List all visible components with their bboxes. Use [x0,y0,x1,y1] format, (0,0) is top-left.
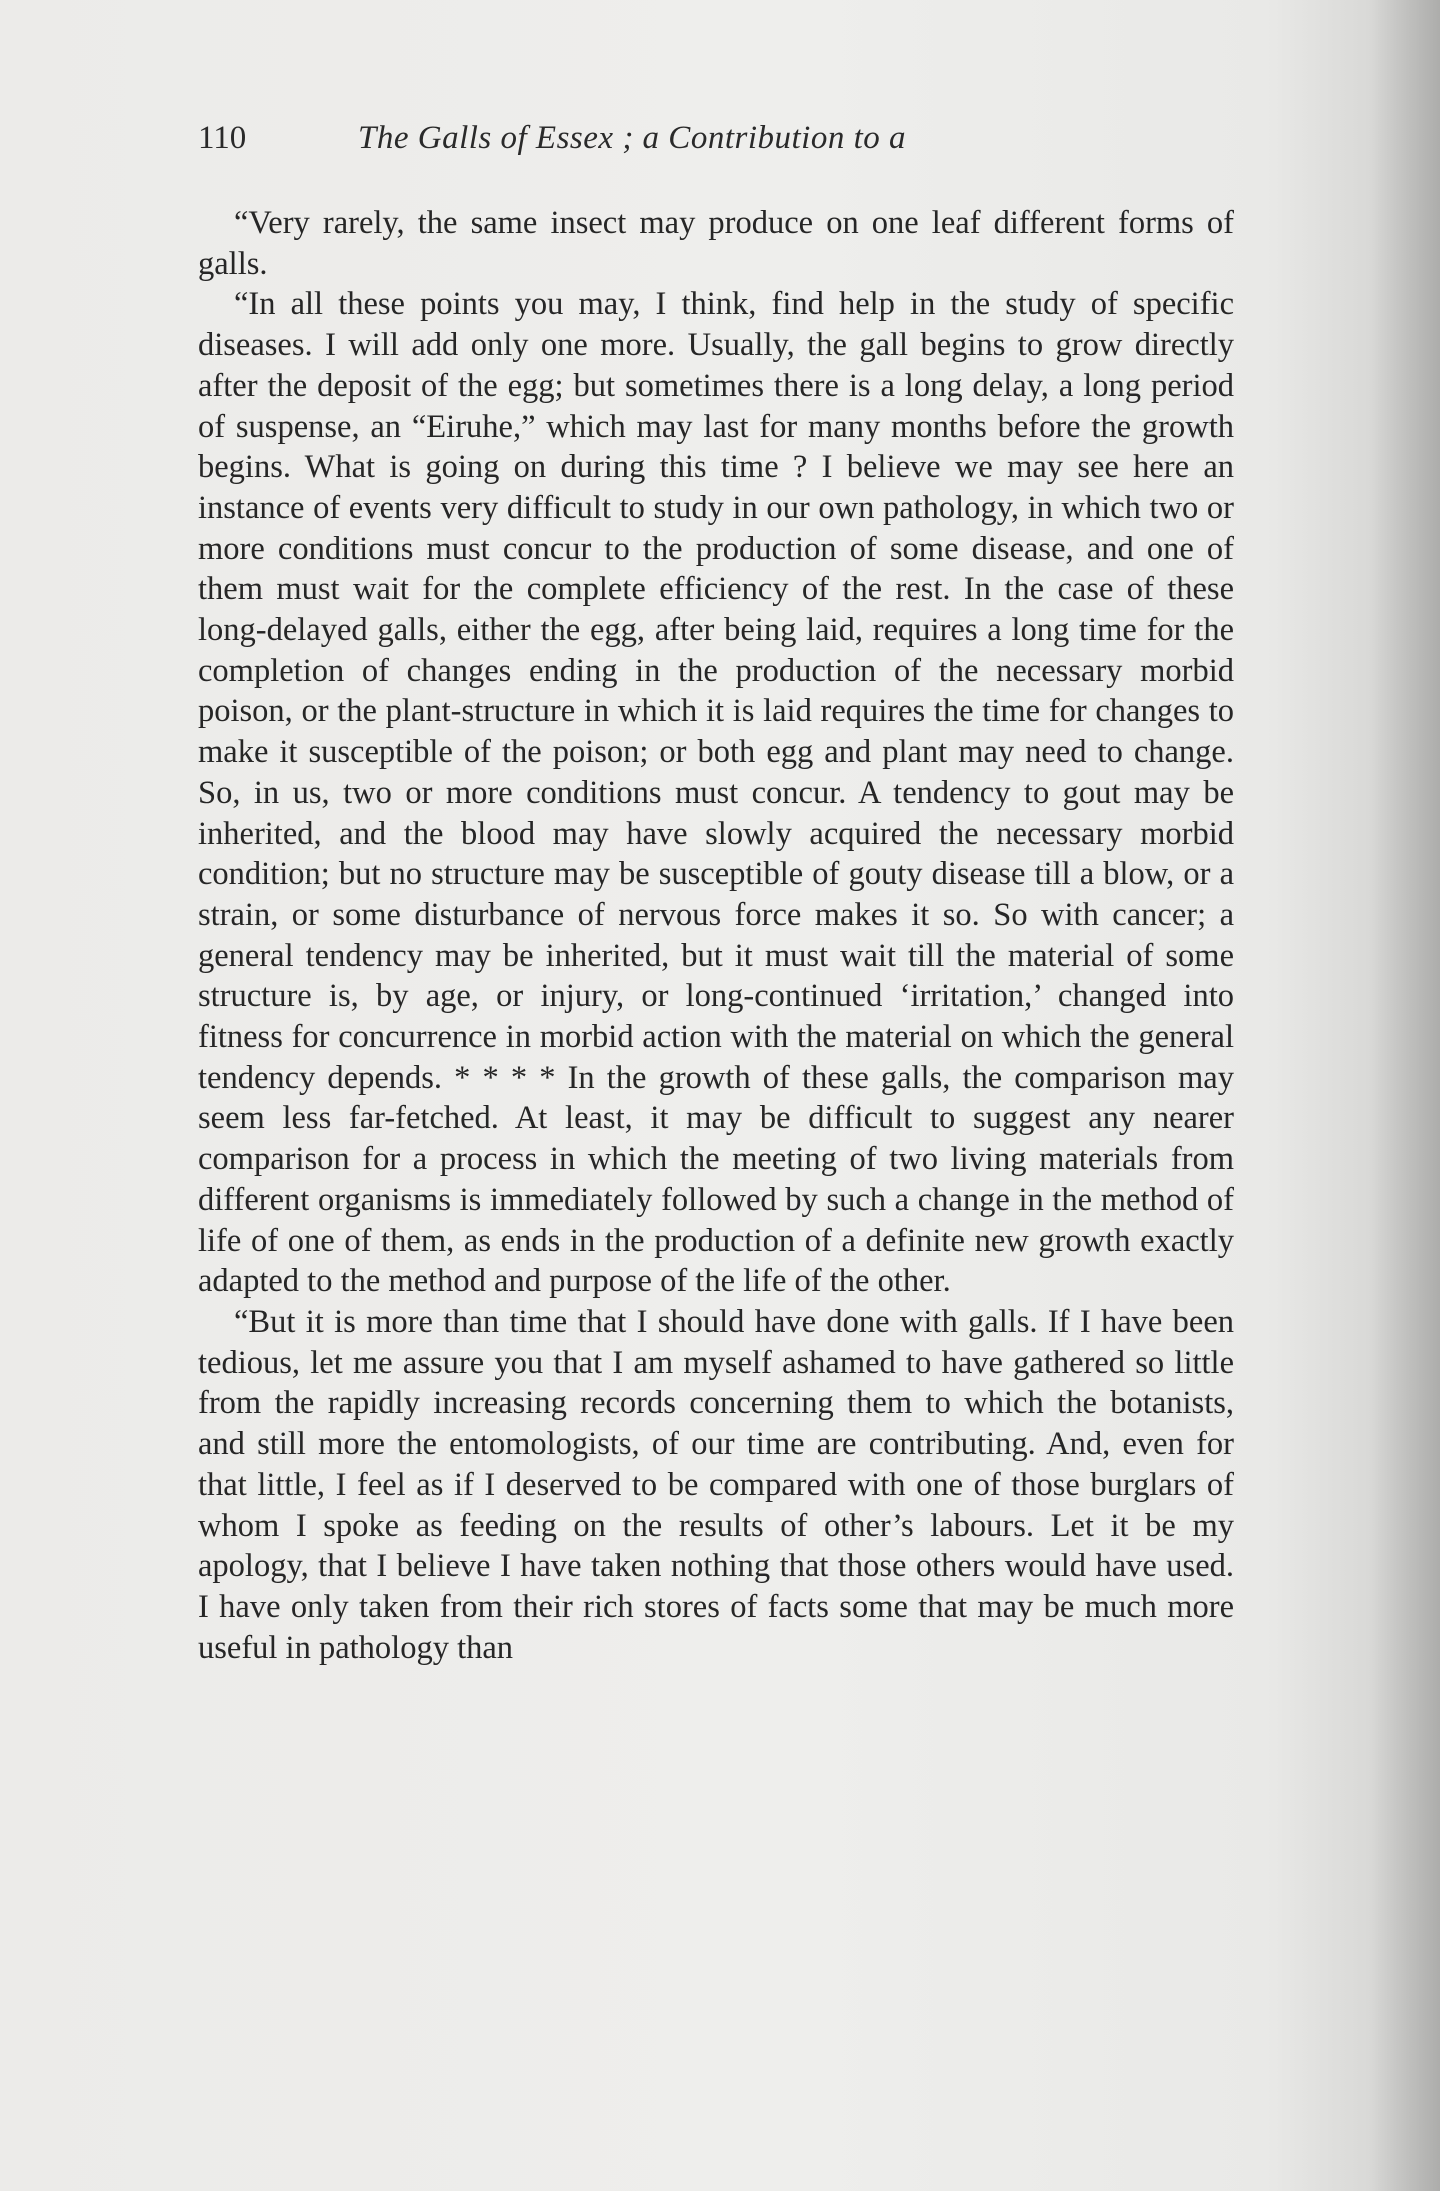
paragraph: “Very rarely, the same insect may produce on one leaf different forms of galls. [198,205,1234,282]
binding-shadow [1370,0,1440,2191]
paragraph: “But it is more than time that I should have done with galls. If I have been tedious, let me assure you that I am myself ashamed to have gathered so little from the rapidly increasing records concerning them to which the botanists, and still more the entomologists, of our time are contributing. And, even for that little, I feel as if I deserved to be compared with one of those burglars of whom I spoke as feeding on the results of other’s labours. Let it be my apology, that I believe I have taken nothing that those others would have used. I have only taken from their rich stores of facts some that may be much more useful in pathology than [198,1303,1234,1666]
page-header [198,112,1234,164]
body-text [198,203,1234,1668]
running-title: The Galls of Essex ; a Contribution to a [358,120,906,156]
paragraph: “In all these points you may, I think, find help in the study of specific diseases. I will add only one more. Usually, the gall begins to grow directly after the deposit of the egg; but sometimes there is a long delay, a long period of suspense, an “Eiruhe,” which may last for many months before the growth begins. What is going on during this time ? I believe we may see here an instance of events very difficult to study in our own pathology, in which two or more conditions must concur to the production of some disease, and one of them must wait for the complete efficiency of the rest. In the case of these long-delayed galls, either the egg, after being laid, requires a long time for the completion of changes ending in the production of the necessary morbid poison, or the plant-structure in which it is laid requires the time for changes to make it susceptible of the poison; or both egg and plant may need to change. So, in us, two or more conditions must concur. A tendency to gout may be inherited, and the blood may have slowly acquired the necessary morbid condition; but no structure may be susceptible of gouty disease till a blow, or a strain, or some disturbance of nervous force makes it so. So with cancer; a general tendency may be inherited, but it must wait till the material of some structure is, by age, or injury, or long-continued ‘irritation,’ changed into fitness for concurrence in morbid action with the material on which the general tendency depends. * * * * In the growth of these galls, the comparison may seem less far-fetched. At least, it may be difficult to suggest any nearer comparison for a process in which the meeting of two living materials from different organisms is immediately followed by such a change in the method of life of one of them, as ends in the production of a definite new growth exactly adapted to the method and purpose of the life of the other. [198,286,1234,1300]
page-number: 110 [198,120,247,156]
